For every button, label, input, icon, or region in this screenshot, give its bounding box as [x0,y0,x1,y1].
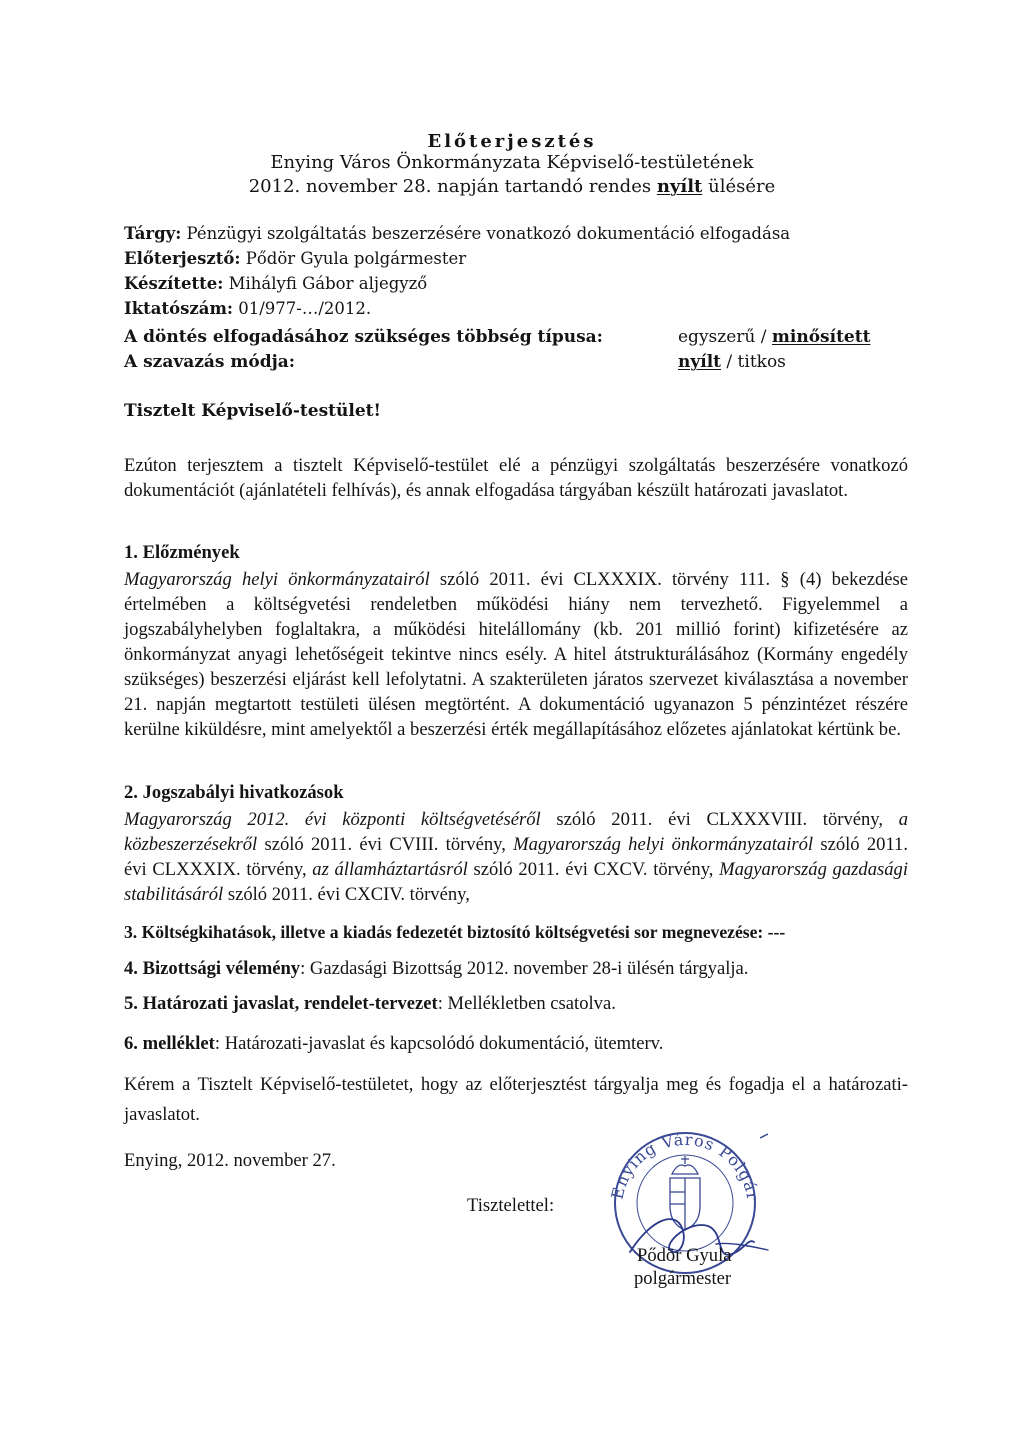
iktatoszam-value: 01/977-…/2012. [233,299,372,318]
section-6-text: : Határozati-javaslat és kapcsolódó dokumentáció, ütemterv. [214,1033,664,1054]
iktatoszam-label: Iktatószám: [124,299,233,318]
place-date: Enying, 2012. november 27. [124,1150,336,1171]
header-line-2-pre: 2012. november 28. napján tartandó rendes [248,176,657,197]
section-1-italic: Magyarország helyi önkormányzatairól [124,569,430,590]
section-6 [124,1033,663,1055]
keszitette-label: Készítette: [124,274,224,293]
section-2-heading: 2. Jogszabályi hivatkozások [124,782,344,803]
section-4-label: 4. Bizottsági vélemény [124,958,301,979]
stamp-text: Enying Város Polgármestere [591,1093,763,1203]
header-line-2-underlined: nyílt [656,176,703,197]
section-5 [124,993,616,1015]
regards: Tisztelettel: [467,1195,555,1216]
intro-paragraph: Ezúton terjesztem a tisztelt Képviselő-testület elé a pénzügyi szolgáltatás beszerzésére vonatkozó dokumentációt (ajánlatételi felhívás), és annak elfogadása tárgyában készült határozati javaslatot. [124,455,908,501]
targy-value: Pénzügyi szolgáltatás beszerzésére vonatkozó dokumentáció elfogadása [181,224,791,243]
meta-tobbseg-label: A döntés elfogadásához szükséges többség típusa: [124,327,603,347]
signer-title: polgármester [634,1268,732,1289]
section-4 [124,958,748,980]
meta-szavazas-value: nyílt / titkos [678,352,786,372]
salutation: Tisztelt Képviselő-testület! [124,401,381,421]
targy-label: Tárgy: [124,224,182,243]
eloterjeszto-label: Előterjesztő: [124,249,241,268]
header-line-2 [0,176,1024,197]
header-line-2-post: ülésére [702,176,776,197]
szavazas-selected: nyílt [678,352,722,372]
header-line-1: Enying Város Önkormányzata Képviselő-testületének [270,152,754,173]
section-6-label: 6. melléklet [124,1033,215,1054]
meta-iktatoszam [124,299,371,318]
section-1-paragraph [124,567,908,742]
section-5-text: : Mellékletben csatolva. [437,993,616,1014]
section-1-text: szóló 2011. évi CLXXXIX. törvény 111. § (4) bekezdése értelmében a költségvetési rendeletben működési hiány nem tervezhető. Figyelemmel a jogszabályhelyben foglaltakra, a működési hitelállomány (kb. 201 millió forint) kifizetésére az önkormányzat anyagi lehetőségeit tekintve nincs esély. A hitel átstrukturálásához (Kormány engedély szükséges) beszerzési eljárást kell lefolytatni. A szakterületen járatos szervezet kiválasztása a november 21. napján megtartott testületi ülésen megtörtént. A dokumentáció ugyanazon 5 pénzintézet részére kerülne kiküldésre, mint amelyektől a beszerzési érték megállapításához előzetes ajánlatokat kértünk be. [124,569,908,740]
tobbseg-selected: minősített [771,327,871,347]
meta-keszitette [124,274,427,293]
meta-targy [124,224,790,243]
document-title: Előterjesztés [427,131,597,152]
meta-eloterjeszto [124,249,466,268]
section-1-heading: 1. Előzmények [124,542,240,563]
eloterjeszto-value: Pődör Gyula polgármester [240,249,467,268]
signer-name: Pődör Gyula [637,1245,732,1266]
section-3-heading: 3. Költségkihatások, illetve a kiadás fedezetét biztosító költségvetési sor megnevezése: --- [124,922,786,942]
keszitette-value: Mihályfi Gábor aljegyző [223,274,428,293]
section-2-paragraph: Magyarország 2012. évi központi költségvetéséről szóló 2011. évi CLXXXVIII. törvény, a közbeszerzésekről szóló 2011. évi CVIII. törvény, Magyarország helyi önkormányzatairól szóló 2011. évi CLXXXIX. törvény, az államháztartásról szóló 2011. évi CXCV. törvény, Magyarország gazdasági stabilitásáról szóló 2011. évi CXCIV. törvény, [124,809,908,905]
meta-szavazas-label: A szavazás módja: [124,352,296,372]
section-5-label: 5. Határozati javaslat, rendelet-tervezet [124,993,438,1014]
meta-tobbseg-value: egyszerű / minősített [678,327,871,347]
closing-paragraph: Kérem a Tisztelt Képviselő-testületet, hogy az előterjesztést tárgyalja meg és fogadja el a határozati-javaslatot. [124,1074,908,1125]
section-4-text: : Gazdasági Bizottság 2012. november 28-i ülésén tárgyalja. [300,958,749,979]
